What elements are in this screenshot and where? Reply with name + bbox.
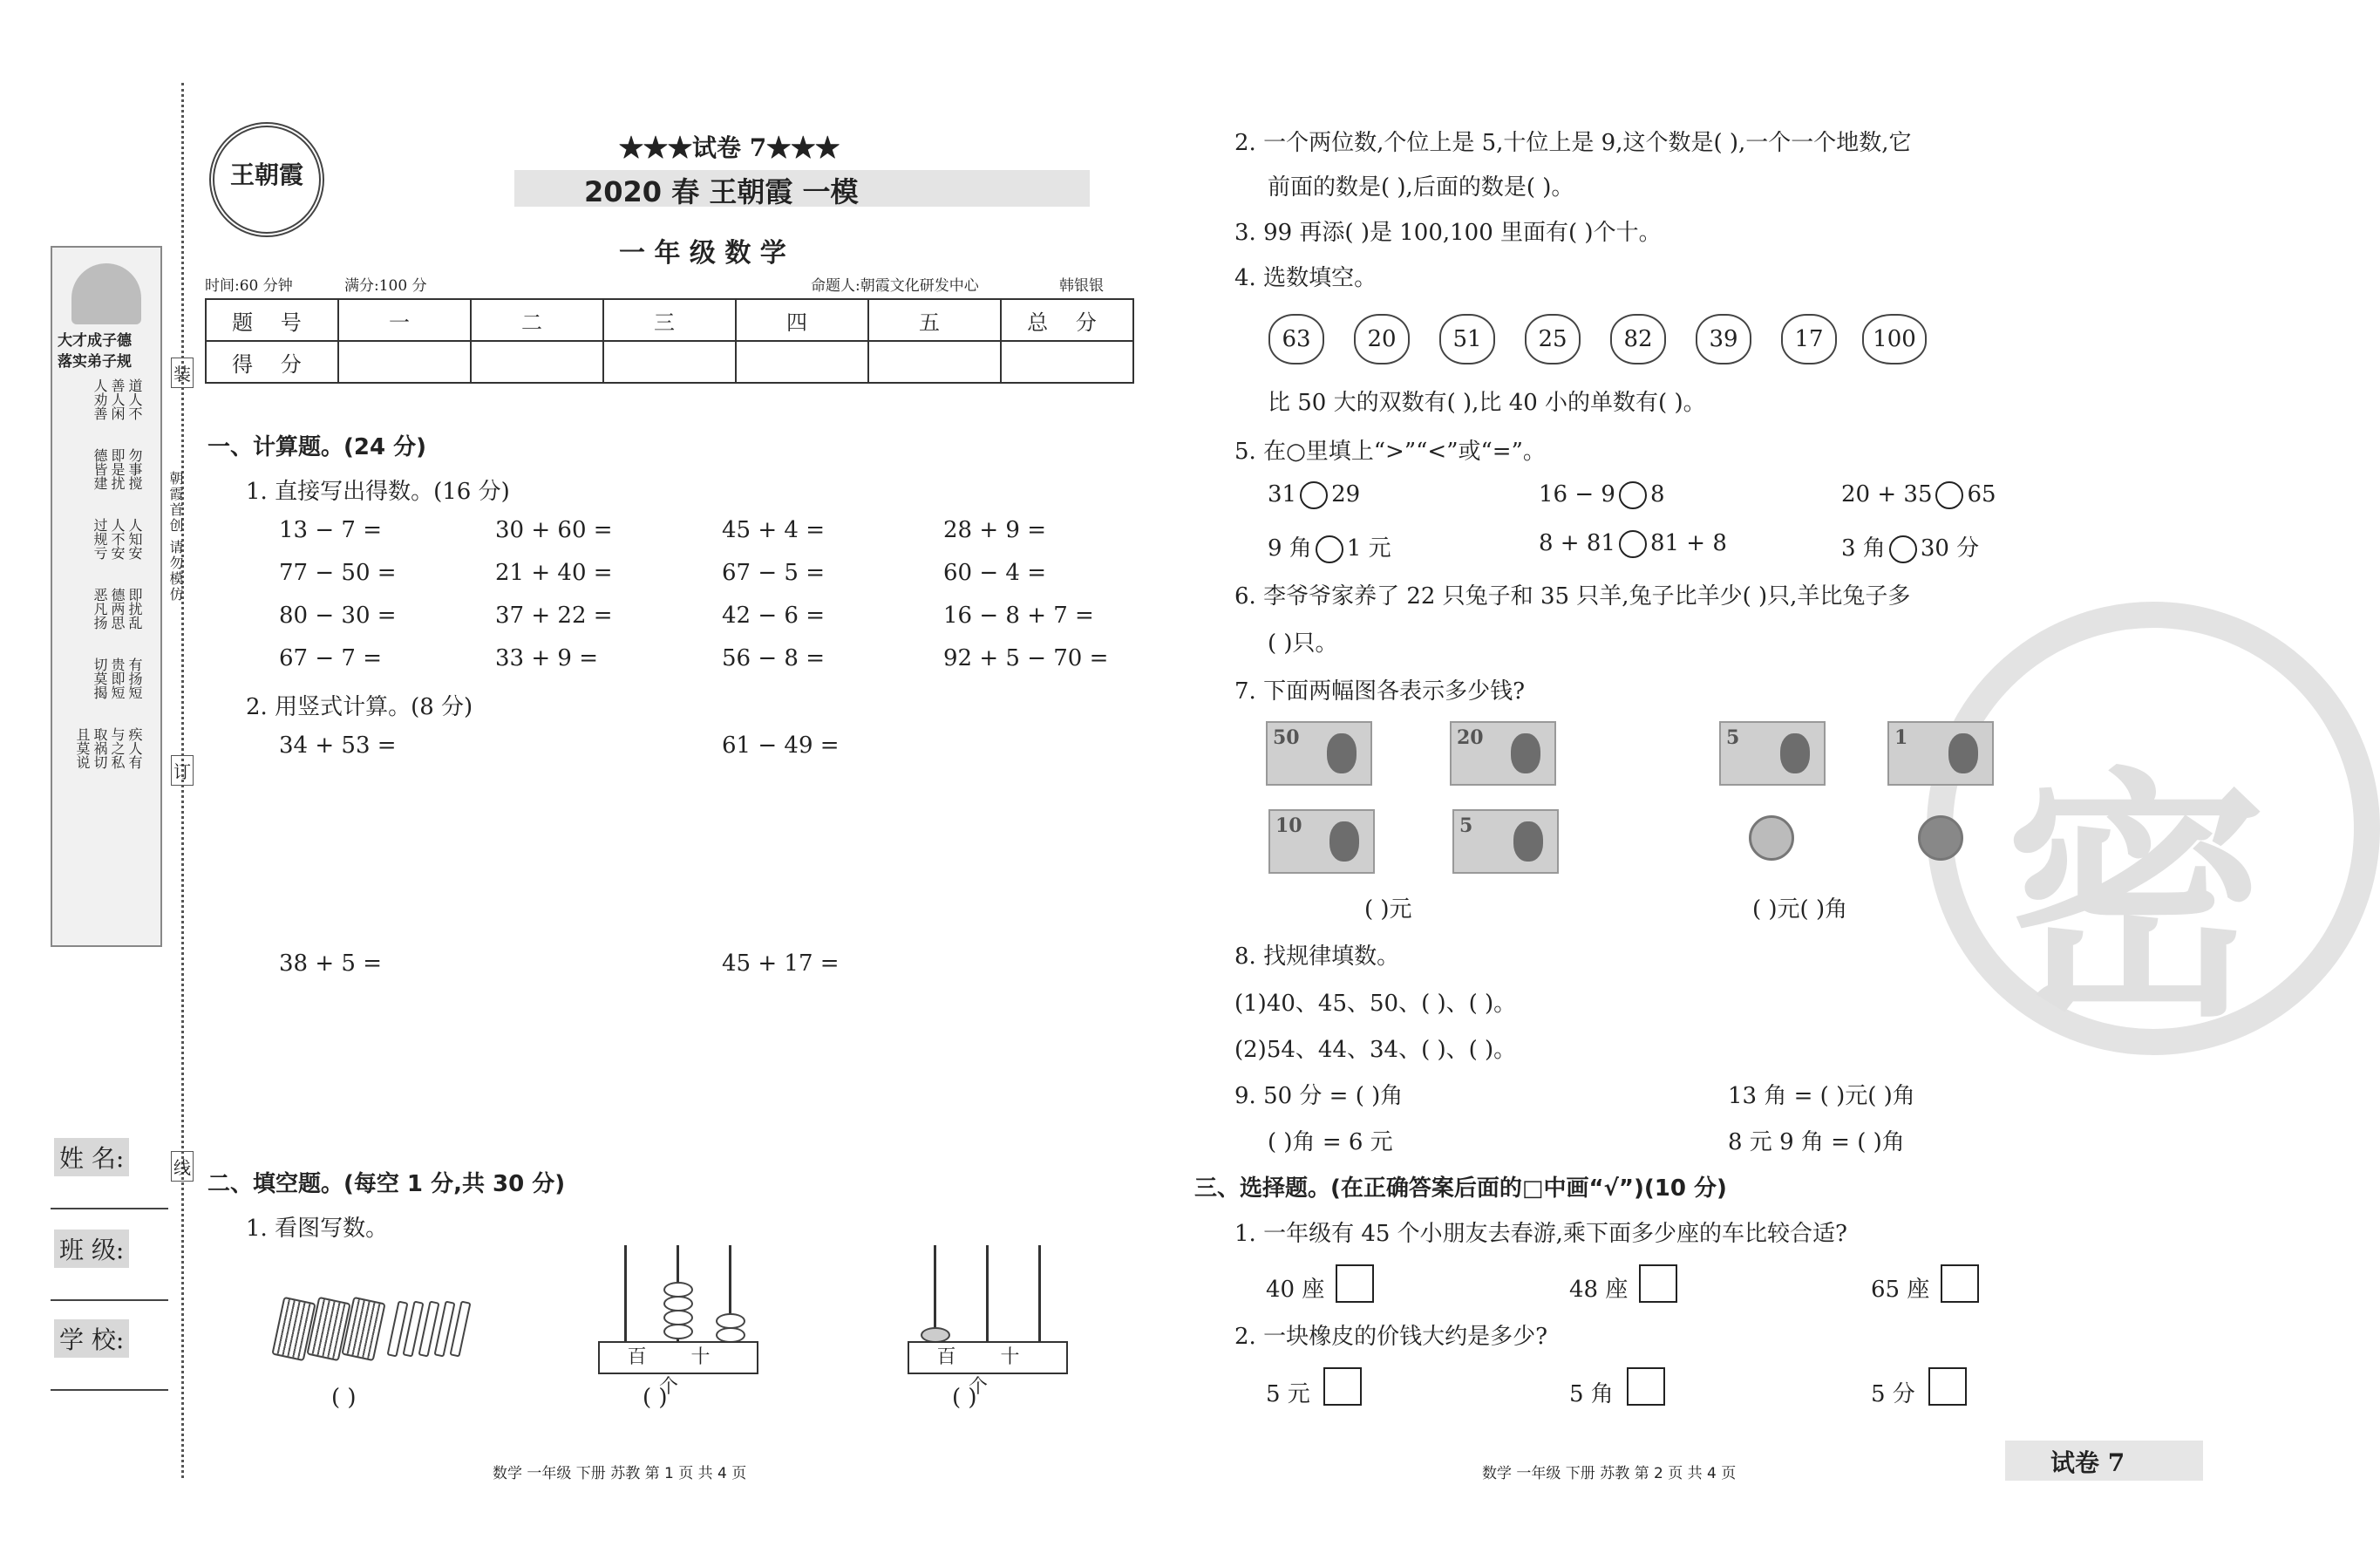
section3-heading: 三、选择题。(在正确答案后面的□中画“√”)(10 分)	[1194, 1175, 1727, 1202]
compare-circle[interactable]	[1316, 535, 1343, 563]
number-card: 82	[1610, 314, 1666, 364]
q7-answer-blank[interactable]: ( )元	[1364, 896, 1412, 923]
school-field[interactable]	[51, 1389, 168, 1391]
number-card: 20	[1354, 314, 1410, 364]
motto-column: 恶凡扬	[92, 588, 108, 630]
q8-title: 8. 找规律填数。	[1234, 943, 1400, 970]
arithmetic-item: 28 + 9 =	[943, 517, 1046, 543]
q6-line2: ( )只。	[1268, 630, 1338, 657]
q7-answer-blank[interactable]: ( )元( )角	[1752, 896, 1848, 923]
table-cell: 一	[338, 299, 471, 341]
banknote-image	[1887, 721, 1994, 786]
table-cell: 得 分	[206, 341, 338, 383]
side-note: 朝霞首创 请勿模仿	[167, 471, 184, 603]
arithmetic-item: 30 + 60 =	[495, 517, 613, 543]
option-label: 40 座	[1266, 1277, 1325, 1303]
vertical-calc-item: 45 + 17 =	[722, 950, 840, 977]
motto-panel	[51, 246, 162, 947]
arithmetic-item: 42 − 6 =	[722, 603, 825, 629]
motto-column: 过规亏	[92, 518, 108, 560]
banknote-value: 50	[1273, 726, 1300, 749]
answer-checkbox[interactable]	[1323, 1367, 1362, 1406]
banknote-value: 5	[1459, 814, 1473, 837]
arithmetic-item: 60 − 4 =	[943, 560, 1046, 586]
compare-right: 8	[1649, 481, 1665, 508]
motto-column: 贵即短	[109, 657, 126, 699]
compare-item	[1841, 481, 1996, 509]
motto-column: 即是扰	[109, 448, 126, 490]
banknote-image	[1266, 721, 1372, 786]
table-cell: 总 分	[1001, 299, 1133, 341]
section1-q1-title: 1. 直接写出得数。(16 分)	[246, 479, 510, 505]
compare-left: 9 角	[1268, 535, 1312, 562]
answer-checkbox[interactable]	[1336, 1264, 1374, 1303]
section3-q2: 2. 一块橡皮的价钱大约是多少?	[1234, 1324, 1548, 1350]
q3-text: 3. 99 再添( )是 100,100 里面有( )个十。	[1234, 220, 1662, 246]
q4-title: 4. 选数填空。	[1234, 265, 1377, 291]
watermark-text: 密	[2005, 744, 2267, 1052]
score-input-cell[interactable]	[603, 341, 736, 383]
table-cell: 三	[603, 299, 736, 341]
arithmetic-item: 80 − 30 =	[279, 603, 397, 629]
motto-title-1: 大才成子德	[58, 332, 132, 350]
score-input-cell[interactable]	[868, 341, 1001, 383]
table-cell: 四	[736, 299, 868, 341]
compare-right: 81 + 8	[1649, 530, 1727, 556]
compare-item	[1841, 530, 1979, 563]
motto-column: 与之私	[109, 727, 126, 769]
motto-column: 善人闲	[109, 378, 126, 420]
score-input-cell[interactable]	[338, 341, 471, 383]
section2-q1-title: 1. 看图写数。	[246, 1216, 389, 1242]
author-info: 命题人:朝霞文化研发中心	[811, 277, 979, 295]
section1-heading: 一、计算题。(24 分)	[207, 434, 426, 460]
arithmetic-item: 77 − 50 =	[279, 560, 397, 586]
section2-heading: 二、填空题。(每空 1 分,共 30 分)	[207, 1171, 566, 1197]
compare-left: 16 − 9	[1539, 481, 1615, 508]
q2-line1: 2. 一个两位数,个位上是 5,十位上是 9,这个数是( ),一个一个地数,它	[1234, 130, 1912, 156]
option-label: 48 座	[1569, 1277, 1629, 1303]
arithmetic-item: 13 − 7 =	[279, 517, 382, 543]
q9-item: 8 元 9 角 = ( )角	[1728, 1129, 1905, 1155]
compare-right: 1 元	[1346, 535, 1391, 562]
q5-title: 5. 在○里填上“>”“<”或“=”。	[1234, 439, 1546, 465]
arithmetic-item: 67 − 5 =	[722, 560, 825, 586]
arithmetic-item: 21 + 40 =	[495, 560, 613, 586]
motto-column: 勿事搅	[126, 448, 143, 490]
table-cell: 二	[471, 299, 603, 341]
vertical-calc-item: 38 + 5 =	[279, 950, 382, 977]
score-input-cell[interactable]	[471, 341, 603, 383]
arithmetic-item: 67 − 7 =	[279, 645, 382, 671]
motto-column: 人不安	[109, 518, 126, 560]
footer-left: 数学 一年级 下册 苏教 第 1 页 共 4 页	[493, 1465, 747, 1482]
brand-logo: 王朝霞	[209, 122, 324, 237]
compare-right: 65	[1967, 481, 1996, 508]
motto-column: 即扰乱	[126, 588, 143, 630]
arithmetic-item: 37 + 22 =	[495, 603, 613, 629]
subject-title: 一 年 级 数 学	[619, 238, 786, 269]
section1-q2-title: 2. 用竖式计算。(8 分)	[246, 694, 473, 720]
arithmetic-item: 16 − 8 + 7 =	[943, 603, 1094, 629]
q2-line2: 前面的数是( ),后面的数是( )。	[1268, 174, 1574, 201]
banknote-image	[1719, 721, 1826, 786]
compare-circle[interactable]	[1300, 481, 1328, 509]
banknote-value: 1	[1894, 726, 1908, 749]
compare-right: 29	[1331, 481, 1361, 508]
compare-item	[1539, 481, 1665, 509]
motto-column: 疾人有	[126, 727, 143, 769]
banknote-value: 5	[1726, 726, 1740, 749]
option-label: 5 分	[1871, 1381, 1915, 1407]
option-label: 65 座	[1871, 1277, 1930, 1303]
compare-left: 3 角	[1841, 535, 1886, 562]
option-label: 5 元	[1266, 1381, 1310, 1407]
number-card: 100	[1862, 314, 1927, 364]
vertical-calc-item: 61 − 49 =	[722, 732, 840, 759]
answer-blank[interactable]: ( )	[331, 1385, 357, 1411]
time-info: 时间:60 分钟	[205, 277, 293, 295]
motto-column: 德皆建	[92, 448, 108, 490]
answer-blank[interactable]: ( )	[643, 1385, 668, 1411]
name-label: 姓 名:	[54, 1138, 129, 1176]
score-table-header-row	[206, 299, 1133, 341]
compare-circle[interactable]	[1619, 481, 1647, 509]
number-card: 63	[1268, 314, 1324, 364]
q9-item: ( )角 = 6 元	[1268, 1129, 1393, 1155]
score-input-cell[interactable]	[1001, 341, 1133, 383]
motto-column: 道人不	[126, 378, 143, 420]
banknote-image	[1450, 721, 1556, 786]
banknote-value: 20	[1457, 726, 1484, 749]
coin-image	[1918, 815, 1963, 861]
score-table-score-row	[206, 341, 1133, 383]
answer-checkbox[interactable]	[1941, 1264, 1979, 1303]
corner-paper-label: 试卷 7	[2050, 1448, 2125, 1477]
answer-blank[interactable]: ( )	[952, 1385, 977, 1411]
motto-column: 切莫揭	[92, 657, 108, 699]
arithmetic-item: 45 + 4 =	[722, 517, 825, 543]
motto-column: 人劝善	[92, 378, 108, 420]
q8-item: (1)40、45、50、( )、( )。	[1234, 991, 1517, 1017]
number-card: 25	[1525, 314, 1581, 364]
arithmetic-item: 33 + 9 =	[495, 645, 598, 671]
q9-item: 9. 50 分 = ( )角	[1234, 1083, 1404, 1109]
motto-column: 人知安	[126, 518, 143, 560]
banknote-value: 10	[1275, 814, 1302, 837]
confidential-watermark	[1927, 602, 2380, 1055]
class-field[interactable]	[51, 1299, 168, 1301]
q7-title: 7. 下面两幅图各表示多少钱?	[1234, 678, 1526, 705]
answer-checkbox[interactable]	[1627, 1367, 1665, 1406]
compare-circle[interactable]	[1619, 530, 1647, 558]
score-info: 满分:100 分	[344, 277, 427, 295]
option-label: 5 角	[1569, 1381, 1614, 1407]
banknote-image	[1452, 809, 1559, 874]
compare-right: 30 分	[1920, 535, 1980, 562]
vertical-calc-item: 34 + 53 =	[279, 732, 397, 759]
score-table	[205, 298, 1134, 384]
compare-left: 31	[1268, 481, 1297, 508]
scholar-figure-image	[71, 263, 141, 324]
paper-label: ★★★试卷 7★★★	[619, 133, 840, 162]
answer-checkbox[interactable]	[1639, 1264, 1677, 1303]
q4-fill-line: 比 50 大的双数有( ),比 40 小的单数有( )。	[1268, 390, 1706, 416]
number-card: 39	[1696, 314, 1751, 364]
author-name: 韩银银	[1059, 277, 1104, 295]
compare-circle[interactable]	[1889, 535, 1917, 563]
score-input-cell[interactable]	[736, 341, 868, 383]
section3-q1: 1. 一年级有 45 个小朋友去春游,乘下面多少座的车比较合适?	[1234, 1221, 1847, 1247]
compare-left: 20 + 35	[1841, 481, 1933, 508]
seal-char: 订	[171, 755, 194, 786]
exam-title: 2020 春 王朝霞 一模	[584, 175, 859, 208]
motto-column: 且莫说	[74, 727, 91, 769]
compare-item	[1268, 481, 1360, 509]
q6-line1: 6. 李爷爷家养了 22 只兔子和 35 只羊,兔子比羊少( )只,羊比兔子多	[1234, 583, 1911, 610]
q9-item: 13 角 = ( )元( )角	[1728, 1083, 1915, 1109]
answer-checkbox[interactable]	[1928, 1367, 1967, 1406]
number-card: 17	[1781, 314, 1837, 364]
arithmetic-item: 56 − 8 =	[722, 645, 825, 671]
footer-right: 数学 一年级 下册 苏教 第 2 页 共 4 页	[1482, 1465, 1737, 1482]
compare-circle[interactable]	[1935, 481, 1963, 509]
banknote-image	[1268, 809, 1375, 874]
motto-column: 取祸切	[92, 727, 108, 769]
seal-char: 线	[171, 1151, 194, 1182]
motto-column: 德两思	[109, 588, 126, 630]
abacus-base-label: 百 十 个	[908, 1341, 1068, 1374]
compare-item	[1268, 530, 1391, 563]
compare-item	[1539, 530, 1727, 558]
name-field[interactable]	[51, 1208, 168, 1209]
table-cell: 题 号	[206, 299, 338, 341]
class-label: 班 级:	[54, 1230, 129, 1268]
compare-left: 8 + 81	[1539, 530, 1615, 556]
seal-char: 装	[171, 358, 194, 388]
q8-item: (2)54、44、34、( )、( )。	[1234, 1037, 1517, 1063]
motto-column: 有扬短	[126, 657, 143, 699]
number-card: 51	[1439, 314, 1495, 364]
school-label: 学 校:	[54, 1319, 129, 1358]
motto-title-2: 落实弟子规	[58, 353, 132, 371]
coin-image	[1749, 815, 1794, 861]
arithmetic-item: 92 + 5 − 70 =	[943, 645, 1109, 671]
abacus-base-label: 百 十 个	[598, 1341, 758, 1374]
table-cell: 五	[868, 299, 1001, 341]
